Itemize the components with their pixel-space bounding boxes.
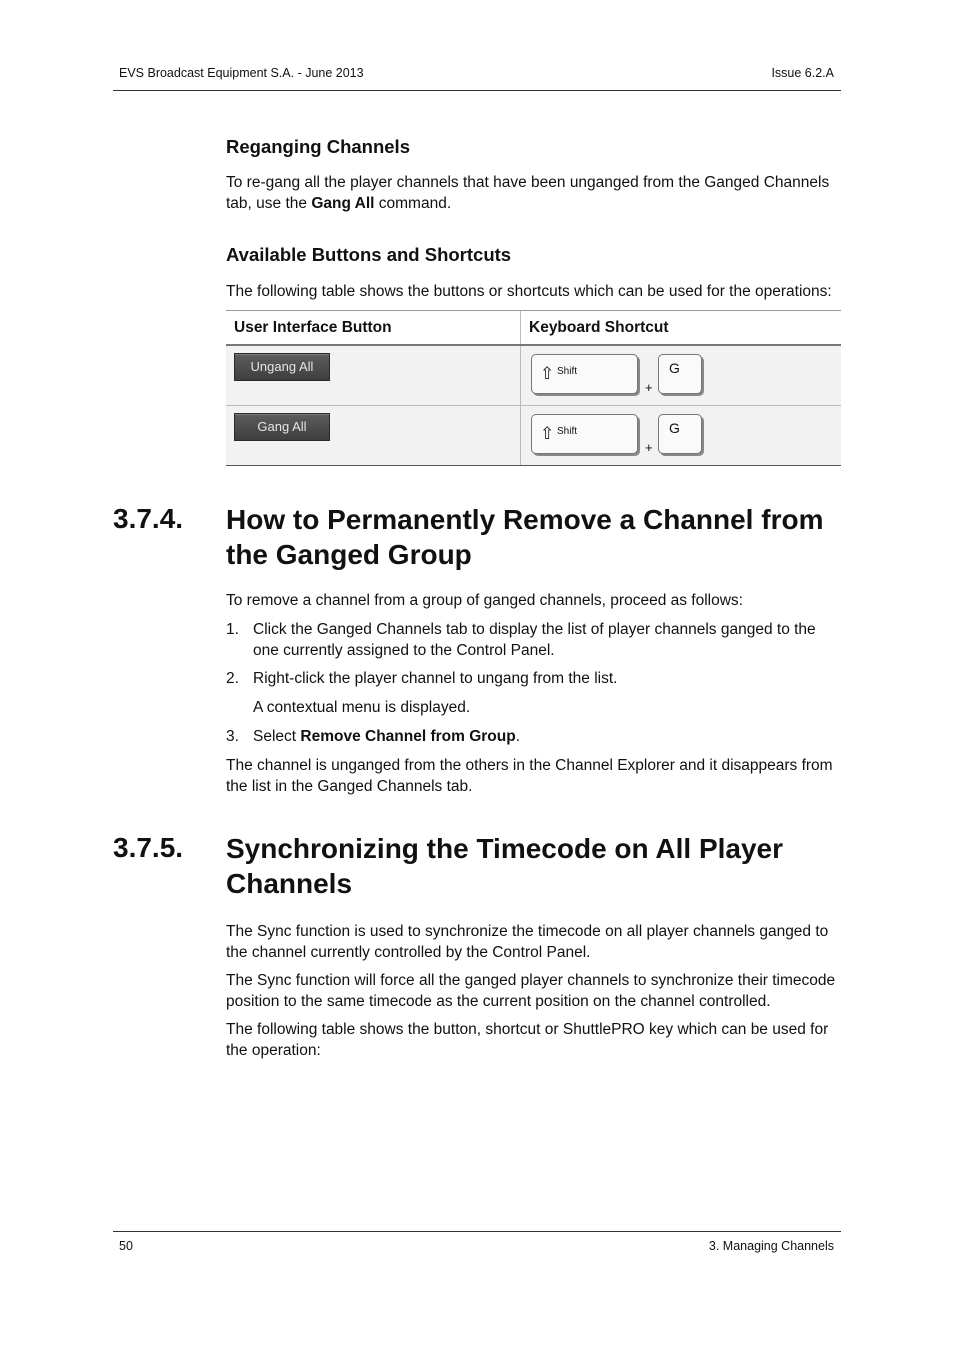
bold-gang-all: Gang All: [311, 195, 375, 212]
page-header: [113, 64, 841, 91]
g-key: [658, 354, 702, 394]
text: Select: [253, 728, 301, 745]
cell-ui-button: [226, 345, 521, 406]
header-issue: Issue 6.2.A: [771, 66, 834, 80]
plus-sign: +: [645, 440, 653, 455]
column-header-ui-button: User Interface Button: [226, 311, 521, 346]
list-number: 2.: [226, 670, 239, 687]
section-number-375: 3.7.5.: [113, 832, 184, 863]
table-row: [226, 406, 841, 466]
g-key-label: G: [669, 420, 680, 436]
paragraph-375-2: The Sync function will force all the ganged player channels to synchronize their timecode position to the same timecode as the current position on the channel controlled.: [226, 972, 836, 1010]
list-text: Click the Ganged Channels tab to display the list of player channels ganged to the one currently assigned to the Control Panel.: [253, 621, 816, 659]
paragraph-374-intro: To remove a channel from a group of ganged channels, proceed as follows:: [226, 592, 743, 609]
bold-remove-channel: Remove Channel from Group: [300, 728, 516, 745]
shift-key-label: Shift: [557, 366, 578, 377]
column-header-keyboard-shortcut: Keyboard Shortcut: [521, 311, 842, 346]
shift-arrow-icon: ⇧: [540, 364, 555, 383]
section-title-374: How to Permanently Remove a Channel from the Ganged Group: [226, 504, 824, 570]
page-footer: [113, 1231, 841, 1256]
shift-key-label: Shift: [557, 426, 578, 437]
shift-key: [531, 354, 638, 394]
paragraph-374-outro: The channel is unganged from the others in the Channel Explorer and it disappears from the list in the Ganged Channels tab.: [226, 757, 833, 795]
cell-shortcut: [521, 406, 842, 466]
g-key: [658, 414, 702, 454]
paragraph-375-1: The Sync function is used to synchronize the timecode on all player channels ganged to the channel currently controlled by the Control Panel.: [226, 923, 829, 961]
header-publisher: EVS Broadcast Equipment S.A. - June 2013: [119, 66, 364, 80]
page-number: 50: [119, 1239, 133, 1253]
plus-sign: +: [645, 380, 653, 395]
paragraph-reganging: [226, 172, 841, 214]
ungang-all-button[interactable]: Ungang All: [234, 353, 330, 381]
buttons-shortcuts-table: [226, 310, 841, 466]
list-text: [253, 726, 843, 747]
shift-arrow-icon: ⇧: [540, 424, 555, 443]
text: command.: [374, 195, 452, 212]
g-key-label: G: [669, 360, 680, 376]
heading-reganging-channels: Reganging Channels: [226, 136, 410, 157]
footer-chapter: 3. Managing Channels: [708, 1239, 834, 1253]
text: .: [515, 728, 521, 745]
shift-key: [531, 414, 638, 454]
cell-shortcut: [521, 345, 842, 406]
list-note-text: A contextual menu is displayed.: [253, 699, 471, 716]
table-row: [226, 345, 841, 406]
table-header-row: [226, 311, 841, 346]
paragraph-buttons-intro: The following table shows the buttons or shortcuts which can be used for the operations:: [226, 283, 832, 300]
list-number: 1.: [226, 621, 239, 638]
section-title-375: Synchronizing the Timecode on All Player Channels: [226, 833, 784, 899]
paragraph-375-3: The following table shows the button, shortcut or ShuttlePRO key which can be used for the operation:: [226, 1021, 829, 1059]
section-number-374: 3.7.4.: [113, 503, 184, 534]
text: To re-gang all the player channels that have been unganged from the Ganged Channels tab, use the: [226, 174, 830, 212]
list-number: 3.: [226, 728, 239, 745]
heading-available-buttons: Available Buttons and Shortcuts: [226, 244, 512, 265]
gang-all-button[interactable]: Gang All: [234, 413, 330, 441]
cell-ui-button: [226, 406, 521, 466]
list-text: Right-click the player channel to ungang from the list.: [253, 670, 618, 687]
